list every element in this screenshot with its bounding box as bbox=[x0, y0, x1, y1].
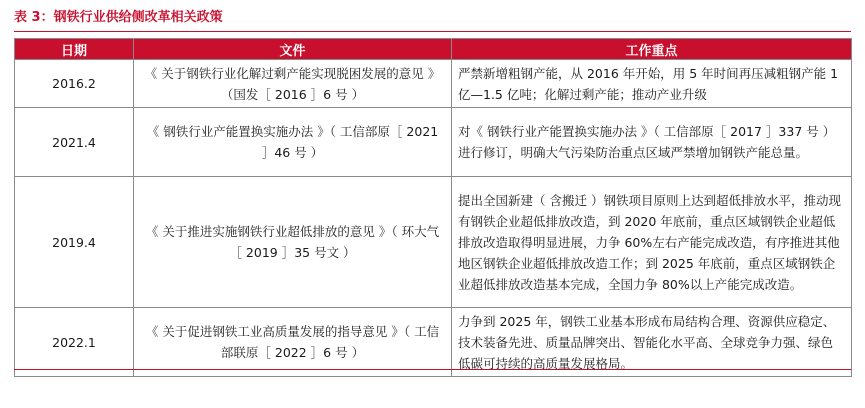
header-document: 文件 bbox=[134, 39, 452, 60]
document-cell: 《 关于钢铁行业化解过剩产能实现脱困发展的意见 》（国发［ 2016 ］6 号 ） bbox=[134, 60, 452, 108]
table-row bbox=[15, 177, 852, 308]
header-date: 日期 bbox=[15, 39, 134, 60]
focus-cell: 提出全国新建（ 含搬迁 ）钢铁项目原则上达到超低排放水平，推动现有钢铁企业超低排放改造，到 2020 年底前，重点区域钢铁企业超低排放改造取得明显进展，力争 60%左右产能完成改造，有序推进其他地区钢铁企业超低排放改造工作；到 2025 年底前，重点区域钢铁企业超低排放改造基本完成，全国力争 80%以上产能完成改造。 bbox=[452, 177, 852, 308]
focus-cell: 对《 钢铁行业产能置换实施办法 》（ 工信部原［ 2017 ］337 号 ）进行修订，明确大气污染防治重点区域严禁增加钢铁产能总量。 bbox=[452, 108, 852, 177]
date-cell: 2022.1 bbox=[15, 308, 134, 377]
table-bottom-rule bbox=[14, 369, 851, 370]
table-row bbox=[15, 108, 852, 177]
table-row bbox=[15, 60, 852, 108]
document-cell: 《 关于促进钢铁工业高质量发展的指导意见 》（ 工信部联原［ 2022 ］6 号 ） bbox=[134, 308, 452, 377]
date-cell: 2021.4 bbox=[15, 108, 134, 177]
focus-cell: 力争到 2025 年，钢铁工业基本形成布局结构合理、资源供应稳定、技术装备先进、质量品牌突出、智能化水平高、全球竞争力强、绿色低碳可持续的高质量发展格局。 bbox=[452, 308, 852, 377]
policy-table bbox=[14, 38, 852, 377]
table-header-row bbox=[15, 39, 852, 60]
table-caption: 表 3：钢铁行业供给侧改革相关政策 bbox=[14, 8, 851, 32]
header-focus: 工作重点 bbox=[452, 39, 852, 60]
document-cell: 《 钢铁行业产能置换实施办法 》（ 工信部原［ 2021 ］46 号 ） bbox=[134, 108, 452, 177]
date-cell: 2016.2 bbox=[15, 60, 134, 108]
document-cell: 《 关于推进实施钢铁行业超低排放的意见 》（ 环大气［ 2019 ］35 号文 ） bbox=[134, 177, 452, 308]
table-row bbox=[15, 308, 852, 377]
date-cell: 2019.4 bbox=[15, 177, 134, 308]
focus-cell: 严禁新增粗钢产能，从 2016 年开始，用 5 年时间再压减粗钢产能 1 亿—1.5 亿吨；化解过剩产能；推动产业升级 bbox=[452, 60, 852, 108]
